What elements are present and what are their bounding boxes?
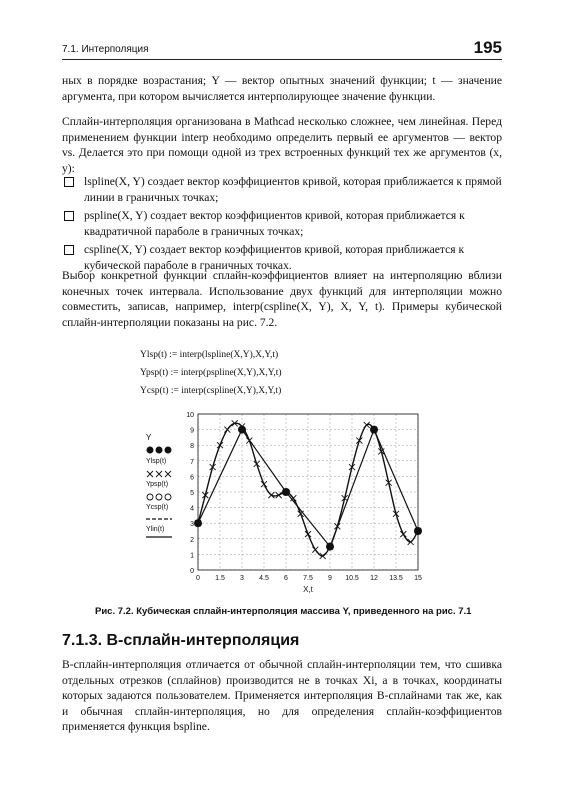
data-point — [282, 488, 290, 496]
running-head: 7.1. Интерполяция — [62, 44, 149, 55]
bullet-text: pspline(X, Y) создает вектор коэффициентов кривой, которая приближается к квадратичной параболе в граничных точках; — [84, 209, 465, 238]
y-tick-label: 4 — [190, 505, 194, 513]
bullet-text: cspline(X, Y) создает вектор коэффициентов кривой, которая приближается к кубической параболе в граничных точках. — [84, 243, 465, 272]
bullet-list — [62, 174, 502, 276]
x-tick-label: 4.5 — [259, 575, 269, 582]
paragraph-1: ных в порядке возрастания; Y — вектор опытных значений функции; t — значение аргумента, при котором вычисляется интерполирующее значение функции. — [62, 74, 502, 103]
figure-caption: Рис. 7.2. Кубическая сплайн-интерполяция массива Y, приведенного на рис. 7.1 — [95, 606, 472, 617]
checkbox-bullet-icon — [64, 245, 74, 255]
formula-block — [140, 346, 440, 400]
chart-legend — [146, 433, 172, 537]
x-tick-label: 13.5 — [389, 575, 403, 582]
x-tick-label: 9 — [328, 575, 332, 582]
y-tick-label: 6 — [190, 474, 194, 482]
legend-swatch-dot — [165, 447, 172, 454]
data-point — [326, 543, 334, 551]
legend-label-y: Y — [146, 433, 152, 442]
legend-label-ylsp: Ylsp(t) — [146, 458, 167, 465]
chart-grid — [198, 414, 418, 570]
spline-marker — [305, 531, 311, 537]
section-heading: 7.1.3. B-сплайн-интерполяция — [62, 632, 300, 649]
spline-marker — [312, 547, 318, 553]
y-tick-label: 9 — [190, 427, 194, 435]
spline-marker — [224, 427, 230, 433]
spline-marker — [246, 438, 252, 444]
checkbox-bullet-icon — [64, 177, 74, 187]
y-tick-label: 7 — [190, 458, 194, 466]
y-tick-label: 5 — [190, 490, 194, 497]
paragraph-4: B-сплайн-интерполяция отличается от обычной сплайн-интерполяции тем, что сшивка отдельных отрезков (сплайнов) производится не в точках Xi, а в точках, координаты которых задаются пользователем. Применяется интерполяция B-сплайнами так же, как и обычная сплайн-интерполяция, но для определения сплайн-коэффициентов применяется функция bspline. — [62, 658, 502, 733]
checkbox-bullet-icon — [64, 211, 74, 221]
paragraph-2: Сплайн-интерполяция организована в Mathcad несколько сложнее, чем линейная. Перед применением функции interp необходимо определить первый ее аргументов — вектор vs. Делается это при помощи одной из трех встроенных функций тех же аргументов (x, y): — [62, 115, 502, 175]
y-tick-label: 1 — [190, 552, 194, 560]
legend-swatch-circle — [165, 494, 171, 500]
legend-swatch-circle — [156, 494, 162, 500]
data-point — [370, 426, 378, 434]
bullet-text: lspline(X, Y) создает вектор коэффициентов кривой, которая приближается к прямой линии в граничных точках; — [84, 175, 502, 204]
legend-label-ypsp: Ypsp(t) — [146, 481, 169, 488]
y-tick-label: 10 — [186, 412, 194, 419]
spline-chart — [140, 410, 440, 600]
x-tick-label: 1.5 — [215, 575, 225, 582]
formula-psp: Ypsp(t) := interp(pspline(X,Y),X,Y,t) — [140, 368, 282, 378]
legend-label-ycsp: Ycsp(t) — [146, 504, 169, 511]
legend-swatch-dot — [147, 447, 154, 454]
y-tick-label: 3 — [190, 521, 194, 529]
x-tick-label: 12 — [370, 575, 378, 582]
x-tick-label: 3 — [240, 575, 244, 582]
bullet-item — [62, 208, 502, 239]
x-tick-label: 6 — [284, 575, 288, 582]
header-rule — [62, 59, 502, 60]
formula-csp: Ycsp(t) := interp(cspline(X,Y),X,Y,t) — [140, 386, 282, 396]
figure-7-2 — [140, 410, 440, 600]
data-point — [238, 426, 246, 434]
legend-swatch-circle — [147, 494, 153, 500]
x-axis-label: X,t — [303, 585, 313, 594]
spline-marker — [400, 531, 406, 537]
paragraph-3: Выбор конкретной функции сплайн-коэффициентов влияет на интерполяцию вблизи конечных точек интервала. Использование двух функций для интерполяции можно совместить, записав, например, interp(cspline(X, Y), X, Y, t). Примеры кубической сплайн-интерполяции показаны на рис. 7.2. — [62, 269, 502, 329]
legend-swatch-dot — [156, 447, 163, 454]
page-header — [62, 38, 502, 58]
page-number: 195 — [473, 38, 502, 57]
chart-axes — [186, 412, 422, 594]
spline-marker — [268, 492, 274, 498]
y-tick-label: 0 — [190, 568, 194, 575]
y-tick-label: 8 — [190, 443, 194, 451]
x-tick-label: 10.5 — [345, 575, 359, 582]
legend-label-ylin: Ylin(t) — [146, 526, 165, 533]
x-tick-label: 0 — [196, 575, 200, 582]
bullet-item — [62, 174, 502, 205]
x-tick-label: 7.5 — [303, 575, 313, 582]
x-tick-label: 15 — [414, 575, 422, 582]
spline-marker — [298, 511, 304, 517]
formula-lsp: Ylsp(t) := interp(lspline(X,Y),X,Y,t) — [140, 350, 279, 360]
y-tick-label: 2 — [190, 536, 194, 544]
